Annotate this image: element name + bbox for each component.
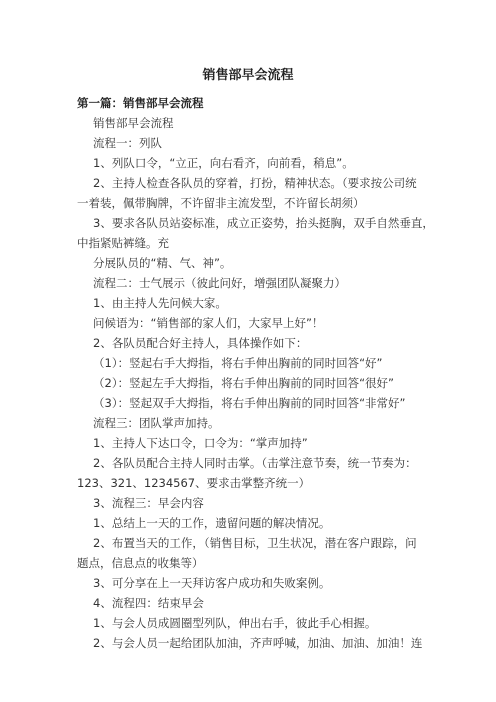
text-line: （1）：竖起右手大拇指，将右手伸出胸前的同时回答“好” <box>93 356 383 370</box>
text-line: 2、各队员配合好主持人，具体操作如下： <box>93 336 308 350</box>
text-line: 1、列队口令，“立正，向右看齐，向前看，稍息”。 <box>93 156 354 170</box>
text-line: 3、流程三：早会内容 <box>93 496 204 510</box>
text-line: 2、主持人检查各队员的穿着，打扮，精神状态。（要求按公司统 <box>93 176 417 190</box>
text-line: 分展队员的“精、气、神”。 <box>93 256 232 270</box>
text-line: （3）：竖起双手大拇指，将右手伸出胸前的同时回答“非常好” <box>93 396 406 410</box>
section-heading: 第一篇：销售部早会流程 <box>77 96 204 110</box>
text-line: 2、与会人员一起给团队加油，齐声呼喊，加油、加油、加油！连 <box>93 636 423 650</box>
text-line: 中指紧贴裤缝。充 <box>77 236 169 250</box>
text-line: 问候语为：“销售部的家人们，大家早上好”！ <box>93 316 324 330</box>
text-line: 3、可分享在上一天拜访客户成功和失败案例。 <box>93 576 331 590</box>
text-line: 一着装，佩带胸牌，不许留非主流发型，不许留长胡须） <box>77 196 365 210</box>
text-line: 2、布置当天的工作，（销售目标，卫生状况，潜在客户跟踪，问 <box>93 536 417 550</box>
text-line: 4、流程四：结束早会 <box>93 596 204 610</box>
text-line: 2、各队员配合主持人同时击掌。（击掌注意节奏，统一节奏为： <box>93 456 417 470</box>
text-line: 1、主持人下达口令，口令为：“掌声加持” <box>93 436 308 450</box>
text-line: 123、321、1234567、要求击掌整齐统一） <box>77 476 311 490</box>
text-line: 1、与会人员成圆圈型列队，伸出右手，彼此手心相握。 <box>93 616 377 630</box>
document-title: 销售部早会流程 <box>202 68 294 83</box>
text-line: 流程一：列队 <box>93 136 162 150</box>
text-line: 1、由主持人先问候大家。 <box>93 296 227 310</box>
text-line: 销售部早会流程 <box>93 116 174 130</box>
text-line: （2）：竖起左手大拇指，将右手伸出胸前的同时回答“很好” <box>93 376 394 390</box>
text-line: 题点，信息点的收集等） <box>77 556 204 570</box>
text-line: 1、总结上一天的工作，遗留问题的解决情况。 <box>93 516 331 530</box>
text-line: 流程二：士气展示（彼此问好，增强团队凝聚力） <box>93 276 346 290</box>
text-line: 3、要求各队员站姿标准，成立正姿势，抬头挺胸，双手自然垂直， <box>93 216 434 230</box>
text-line: 流程三：团队掌声加持。 <box>93 416 220 430</box>
